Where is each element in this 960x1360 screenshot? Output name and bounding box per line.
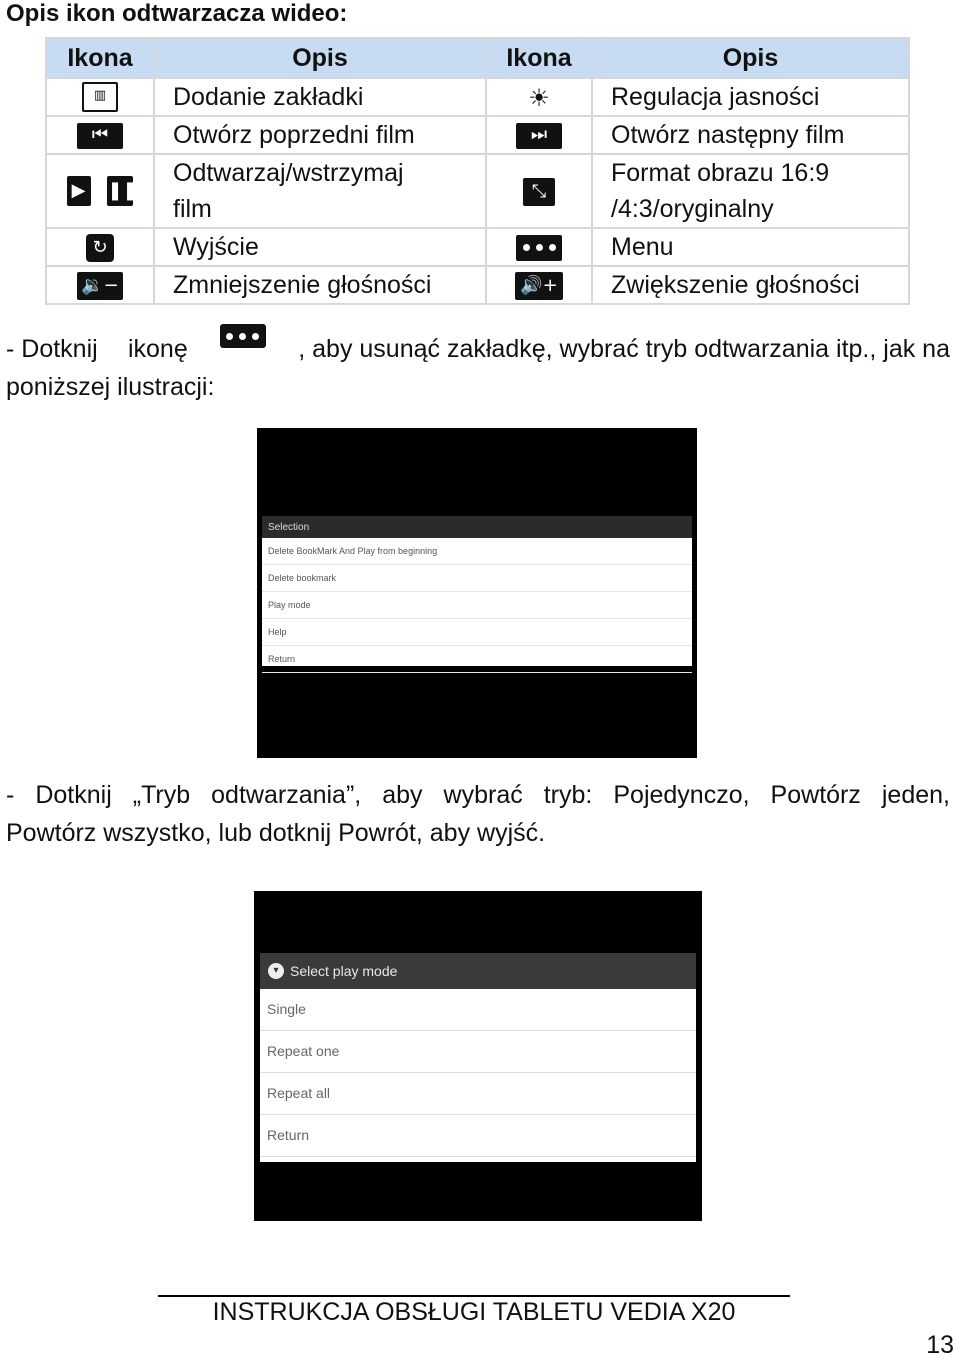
text-word: ikonę	[127, 335, 188, 363]
info-icon: ▾	[268, 963, 284, 979]
volume-down-icon: 🔉−	[77, 272, 123, 300]
volume-up-icon: 🔊+	[515, 272, 563, 300]
table-row	[46, 78, 909, 116]
cell-line: /4:3/oryginalny	[611, 195, 774, 223]
cell-line: Format obrazu 16:9	[611, 159, 830, 187]
menu-item-help[interactable]: Help	[262, 619, 692, 646]
text-word: - Dotknij	[6, 335, 98, 363]
menu-icon	[220, 324, 266, 348]
menu-item-delete-bookmark[interactable]: Delete bookmark	[262, 565, 692, 592]
text-line: poniższej ilustracji:	[6, 373, 215, 401]
page-number: 13	[926, 1331, 954, 1359]
table-header-row	[46, 38, 909, 78]
table-row	[46, 116, 909, 154]
footer-rule	[158, 1295, 790, 1297]
table-cell	[592, 154, 909, 228]
previous-icon: ⏮	[77, 123, 123, 149]
next-icon: ⏭	[516, 123, 562, 149]
dialog-title: Select play mode	[290, 963, 398, 979]
screenshot-selection-menu	[257, 428, 697, 758]
menu-icon	[516, 235, 562, 261]
aspect-ratio-icon: ⤡	[523, 178, 555, 206]
table-cell: Regulacja jasności	[592, 78, 909, 116]
table-row	[46, 266, 909, 304]
table-cell	[154, 154, 486, 228]
option-repeat-one[interactable]: Repeat one	[260, 1031, 696, 1073]
header-desc-1: Opis	[154, 38, 486, 78]
option-repeat-all[interactable]: Repeat all	[260, 1073, 696, 1115]
exit-icon: ↻	[86, 234, 114, 262]
table-cell: Otwórz następny film	[592, 116, 909, 154]
table-cell: Dodanie zakładki	[154, 78, 486, 116]
header-icon-1: Ikona	[46, 38, 154, 78]
table-cell: Zwiększenie głośności	[592, 266, 909, 304]
cell-line: film	[173, 195, 212, 223]
text-rest: , aby usunąć zakładkę, wybrać tryb odtwarzania itp., jak na	[298, 335, 950, 363]
menu-item-return[interactable]: Return	[262, 646, 692, 673]
footer-title: INSTRUKCJA OBSŁUGI TABLETU VEDIA X20	[212, 1298, 736, 1326]
table-row	[46, 154, 909, 228]
menu-item-play-mode[interactable]: Play mode	[262, 592, 692, 619]
screenshot-play-mode-dialog	[254, 891, 702, 1221]
dialog-title-bar	[260, 953, 696, 989]
selection-dialog	[262, 516, 692, 666]
brightness-icon: ☀	[523, 85, 555, 111]
text-line: - Dotknij „Tryb odtwarzania”, aby wybrać tryb: Pojedynczo, Powtórz jeden,	[6, 781, 950, 809]
icon-table	[45, 37, 910, 305]
paragraph-menu-instructions	[6, 330, 950, 406]
menu-item-delete-bookmark-and-play[interactable]: Delete BookMark And Play from beginning	[262, 538, 692, 565]
table-cell: Menu	[592, 228, 909, 266]
header-desc-2: Opis	[592, 38, 909, 78]
header-icon-2: Ikona	[486, 38, 592, 78]
page-heading: Opis ikon odtwarzacza wideo:	[6, 0, 348, 27]
play-mode-dialog	[260, 953, 696, 1162]
text-line: Powtórz wszystko, lub dotknij Powrót, aby wyjść.	[6, 819, 546, 847]
paragraph-play-mode-instructions	[6, 776, 950, 852]
table-cell: Zmniejszenie głośności	[154, 266, 486, 304]
table-row	[46, 228, 909, 266]
dialog-title: Selection	[262, 516, 692, 538]
play-pause-icon: ▶ ❚❚	[67, 176, 134, 204]
cell-line: Odtwarzaj/wstrzymaj	[173, 159, 404, 187]
table-cell: Wyjście	[154, 228, 486, 266]
option-single[interactable]: Single	[260, 989, 696, 1031]
table-cell: Otwórz poprzedni film	[154, 116, 486, 154]
bookmark-icon: ▥	[82, 82, 118, 112]
option-return[interactable]: Return	[260, 1115, 696, 1157]
